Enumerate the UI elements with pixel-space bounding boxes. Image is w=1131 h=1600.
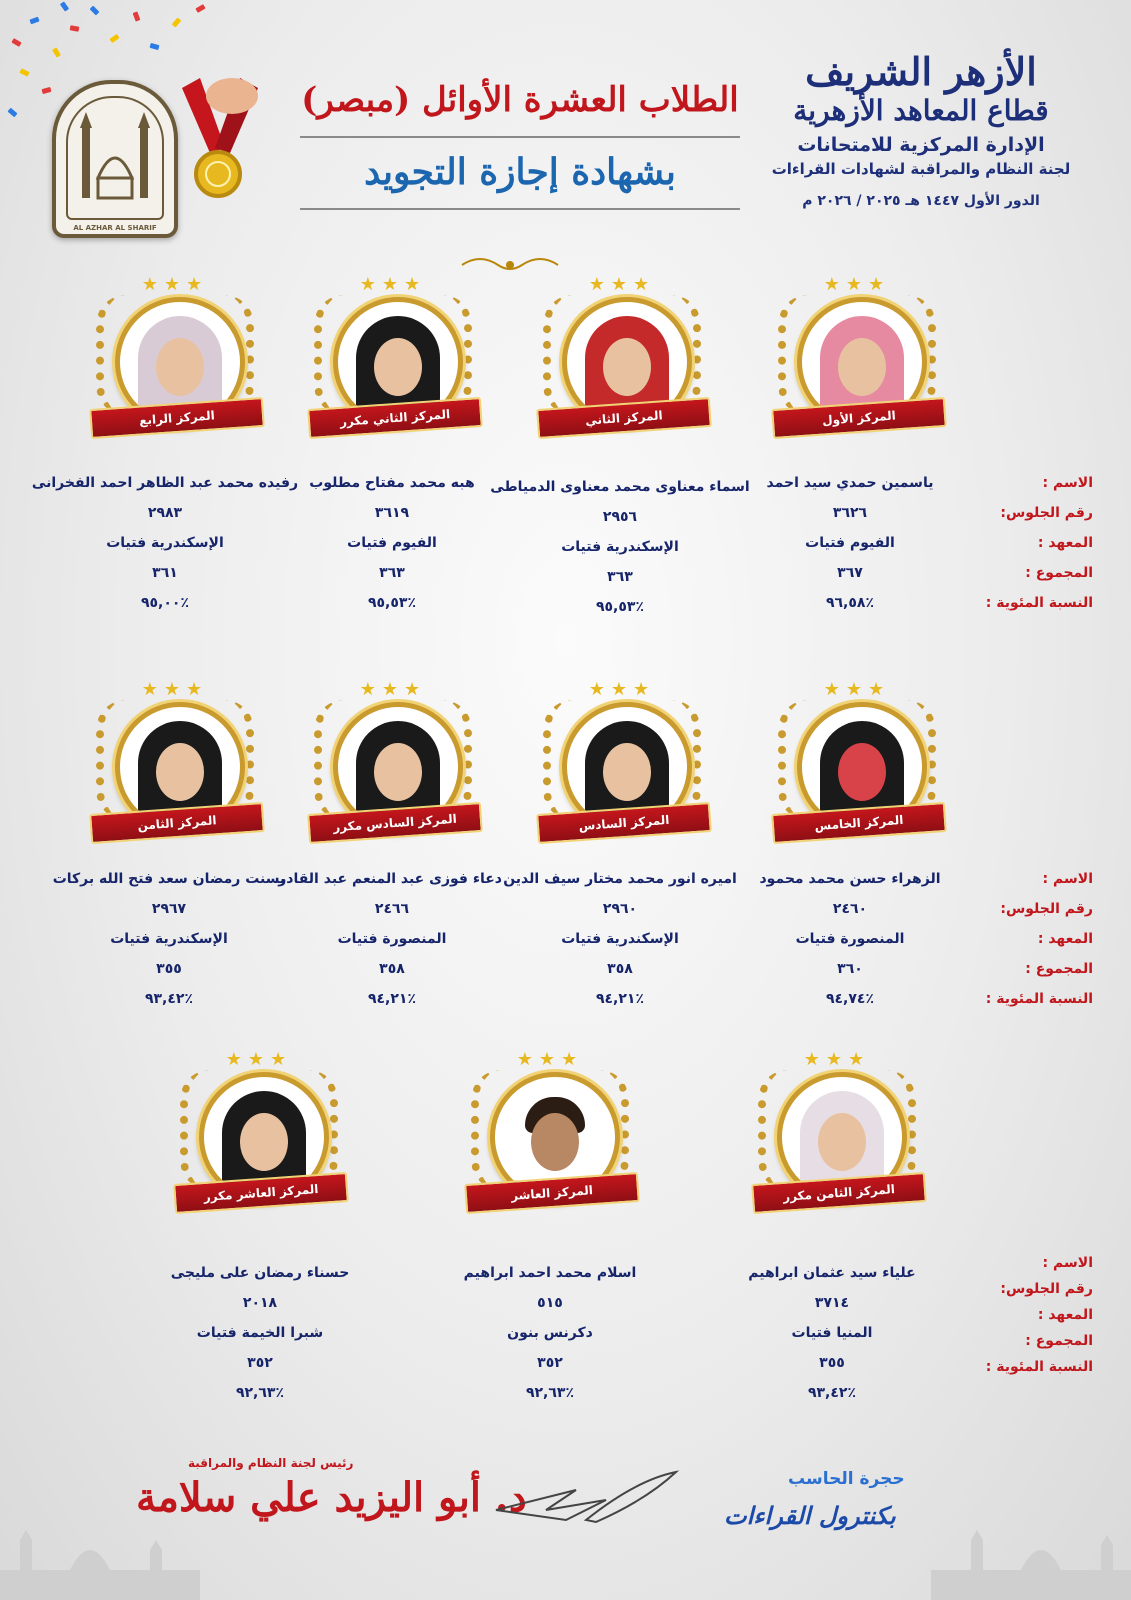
student-info-11 bbox=[150, 1258, 370, 1408]
student-name: الزهراء حسن محمد محمود bbox=[759, 871, 941, 887]
student-total: ٣٦٣ bbox=[607, 569, 633, 585]
student-institute: المنصورة فتيات bbox=[337, 931, 447, 947]
page-subtitle: بشهادة إجازة التجويد bbox=[364, 151, 676, 193]
label-total: المجموع : bbox=[1025, 961, 1093, 977]
student-total: ٣٥٨ bbox=[379, 961, 405, 977]
field-labels bbox=[986, 468, 1093, 618]
student-total: ٣٦١ bbox=[152, 565, 178, 581]
student-name: رفيده محمد عبد الظاهر احمد الفخرانى bbox=[31, 475, 299, 491]
student-card-3 bbox=[298, 275, 488, 445]
session-title: الدور الأول ١٤٤٧ هـ ٢٠٢٥ / ٢٠٢٦ م bbox=[802, 193, 1040, 209]
signature-name: د. أبو اليزيد علي سلامة bbox=[136, 1474, 527, 1521]
committee-title: لجنة النظام والمراقبة لشهادات القراءات bbox=[771, 160, 1071, 178]
azhar-title: الأزهر الشريف bbox=[805, 49, 1037, 94]
student-name: ياسمين حمدي سيد احمد bbox=[766, 475, 934, 491]
page-title: الطلاب العشرة الأوائل (مبصر) bbox=[301, 80, 739, 120]
student-info-9 bbox=[722, 1258, 942, 1408]
student-total: ٣٦٣ bbox=[379, 565, 405, 581]
rank-ribbon: المركز السادس مكرر bbox=[307, 802, 483, 844]
student-institute: الإسكندرية فتيات bbox=[561, 539, 679, 555]
student-percent: ٪٩٣,٤٢ bbox=[144, 991, 194, 1007]
student-info-1 bbox=[740, 468, 960, 618]
student-card-5 bbox=[762, 680, 952, 850]
student-card-8 bbox=[80, 680, 270, 850]
student-info-7 bbox=[278, 864, 502, 1014]
student-card-4 bbox=[80, 275, 270, 445]
stars-icon: ★★★ bbox=[359, 274, 427, 295]
student-card-2 bbox=[527, 275, 717, 445]
stars-icon: ★★★ bbox=[141, 679, 209, 700]
student-name: بسنت رمضان سعد فتح الله بركات bbox=[52, 871, 286, 887]
field-labels bbox=[986, 864, 1093, 1014]
student-percent: ٪٩٤,٢١ bbox=[367, 991, 417, 1007]
student-info-3 bbox=[282, 468, 502, 618]
rank-ribbon: المركز الثاني مكرر bbox=[307, 397, 483, 439]
student-info-2 bbox=[490, 472, 750, 622]
rank-ribbon: المركز الثاني bbox=[536, 397, 712, 439]
student-info-5 bbox=[740, 864, 960, 1014]
student-seat: ٢٩٦٠ bbox=[602, 901, 638, 917]
al-azhar-logo bbox=[52, 80, 178, 238]
label-seat: رقم الجلوس: bbox=[1000, 1281, 1093, 1297]
student-institute: الإسكندرية فتيات bbox=[110, 931, 228, 947]
student-seat: ٥١٥ bbox=[537, 1295, 563, 1311]
student-card-11 bbox=[164, 1050, 354, 1220]
student-info-6 bbox=[500, 864, 740, 1014]
student-name: اسماء معناوى محمد معناوى الدمياطى bbox=[490, 479, 750, 495]
label-seat: رقم الجلوس: bbox=[1000, 901, 1093, 917]
field-labels bbox=[986, 1250, 1093, 1380]
student-seat: ٢٤٦٦ bbox=[374, 901, 410, 917]
label-institute: المعهد : bbox=[1037, 931, 1093, 947]
student-percent: ٪٩٥,٠٠ bbox=[140, 595, 190, 611]
admin-title: الإدارة المركزية للامتحانات bbox=[797, 134, 1045, 156]
student-seat: ٢٩٥٦ bbox=[602, 509, 638, 525]
student-percent: ٪٩٥,٥٣ bbox=[595, 599, 645, 615]
computer-room-label: حجرة الحاسب bbox=[788, 1469, 905, 1489]
student-percent: ٪٩٥,٥٣ bbox=[367, 595, 417, 611]
mosque-skyline-icon bbox=[931, 1510, 1131, 1600]
student-seat: ٢٩٦٧ bbox=[151, 901, 187, 917]
student-percent: ٪٩٢,٦٣ bbox=[525, 1385, 575, 1401]
quill-icon bbox=[486, 1470, 686, 1540]
stars-icon: ★★★ bbox=[516, 1049, 584, 1070]
mosque-skyline-icon bbox=[0, 1510, 200, 1600]
student-percent: ٪٩٤,٢١ bbox=[595, 991, 645, 1007]
student-seat: ٢٩٨٣ bbox=[147, 505, 183, 521]
logo-caption: AL AZHAR AL SHARIF bbox=[73, 224, 157, 232]
student-name: اسلام محمد احمد ابراهيم bbox=[463, 1265, 637, 1281]
label-institute: المعهد : bbox=[1037, 1307, 1093, 1323]
student-percent: ٪٩٢,٦٣ bbox=[235, 1385, 285, 1401]
student-seat: ٣٧١٤ bbox=[814, 1295, 850, 1311]
student-seat: ٢٤٦٠ bbox=[832, 901, 868, 917]
stars-icon: ★★★ bbox=[141, 274, 209, 295]
student-institute: الإسكندرية فتيات bbox=[106, 535, 224, 551]
student-institute: شبرا الخيمة فتيات bbox=[196, 1325, 324, 1341]
student-card-6 bbox=[527, 680, 717, 850]
student-institute: الإسكندرية فتيات bbox=[561, 931, 679, 947]
student-institute: المنصورة فتيات bbox=[795, 931, 905, 947]
label-institute: المعهد : bbox=[1037, 535, 1093, 551]
label-name: الاسم : bbox=[1042, 475, 1093, 491]
rank-ribbon: المركز السادس bbox=[536, 802, 712, 844]
student-seat: ٣٦٢٦ bbox=[832, 505, 868, 521]
student-institute: المنيا فتيات bbox=[791, 1325, 873, 1341]
signature-caption: رئيس لجنة النظام والمراقبة bbox=[188, 1456, 354, 1470]
student-total: ٣٥٢ bbox=[537, 1355, 563, 1371]
medal-icon bbox=[170, 78, 270, 208]
student-card-9 bbox=[742, 1050, 932, 1220]
student-total: ٣٥٥ bbox=[156, 961, 182, 977]
student-total: ٣٦٧ bbox=[837, 565, 863, 581]
control-label: بكنترول القراءات bbox=[724, 1502, 896, 1530]
rank-ribbon: المركز الخامس bbox=[771, 802, 947, 844]
rank-ribbon: المركز العاشر مكرر bbox=[173, 1172, 349, 1214]
student-name: دعاء فوزى عبد المنعم عبد القادر bbox=[278, 871, 502, 887]
student-card-7 bbox=[298, 680, 488, 850]
student-total: ٣٥٨ bbox=[607, 961, 633, 977]
rank-ribbon: المركز الأول bbox=[771, 397, 947, 439]
student-seat: ٢٠١٨ bbox=[242, 1295, 278, 1311]
label-name: الاسم : bbox=[1042, 871, 1093, 887]
rank-ribbon: المركز الثامن مكرر bbox=[751, 1172, 927, 1214]
label-total: المجموع : bbox=[1025, 1333, 1093, 1349]
stars-icon: ★★★ bbox=[823, 274, 891, 295]
student-name: حسناء رمضان على مليجى bbox=[170, 1265, 350, 1281]
rank-ribbon: المركز الثامن bbox=[89, 802, 265, 844]
label-percent: النسبة المئوية : bbox=[985, 595, 1093, 611]
student-percent: ٪٩٣,٤٢ bbox=[807, 1385, 857, 1401]
student-card-10 bbox=[455, 1050, 645, 1220]
subtitle-divider bbox=[300, 208, 740, 210]
student-institute: الفيوم فتيات bbox=[805, 535, 895, 551]
sector-title: قطاع المعاهد الأزهرية bbox=[793, 94, 1049, 127]
student-seat: ٣٦١٩ bbox=[374, 505, 410, 521]
student-institute: الفيوم فتيات bbox=[347, 535, 437, 551]
stars-icon: ★★★ bbox=[823, 679, 891, 700]
student-name: هبه محمد مفتاح مطلوب bbox=[309, 475, 475, 491]
student-info-4 bbox=[30, 468, 300, 618]
student-info-10 bbox=[440, 1258, 660, 1408]
stars-icon: ★★★ bbox=[803, 1049, 871, 1070]
stars-icon: ★★★ bbox=[588, 679, 656, 700]
student-info-8 bbox=[44, 864, 294, 1014]
header-title-block bbox=[280, 78, 760, 210]
student-institute: دكرنس بنون bbox=[507, 1325, 593, 1341]
student-name: اميره انور محمد مختار سيف الدين bbox=[503, 871, 737, 887]
student-percent: ٪٩٦,٥٨ bbox=[825, 595, 875, 611]
student-total: ٣٥٢ bbox=[247, 1355, 273, 1371]
header-institution bbox=[771, 50, 1071, 212]
student-total: ٣٥٥ bbox=[819, 1355, 845, 1371]
rank-ribbon: المركز الرابع bbox=[89, 397, 265, 439]
stars-icon: ★★★ bbox=[225, 1049, 293, 1070]
stars-icon: ★★★ bbox=[359, 679, 427, 700]
stars-icon: ★★★ bbox=[588, 274, 656, 295]
label-name: الاسم : bbox=[1042, 1255, 1093, 1271]
label-percent: النسبة المئوية : bbox=[985, 1359, 1093, 1375]
label-seat: رقم الجلوس: bbox=[1000, 505, 1093, 521]
ornament-icon bbox=[460, 253, 560, 277]
student-name: علياء سيد عثمان ابراهيم bbox=[748, 1265, 916, 1281]
title-divider bbox=[300, 136, 740, 138]
mosque-icon bbox=[68, 98, 162, 218]
student-percent: ٪٩٤,٧٤ bbox=[825, 991, 875, 1007]
label-total: المجموع : bbox=[1025, 565, 1093, 581]
student-card-1 bbox=[762, 275, 952, 445]
label-percent: النسبة المئوية : bbox=[985, 991, 1093, 1007]
student-total: ٣٦٠ bbox=[837, 961, 863, 977]
rank-ribbon: المركز العاشر bbox=[464, 1172, 640, 1214]
